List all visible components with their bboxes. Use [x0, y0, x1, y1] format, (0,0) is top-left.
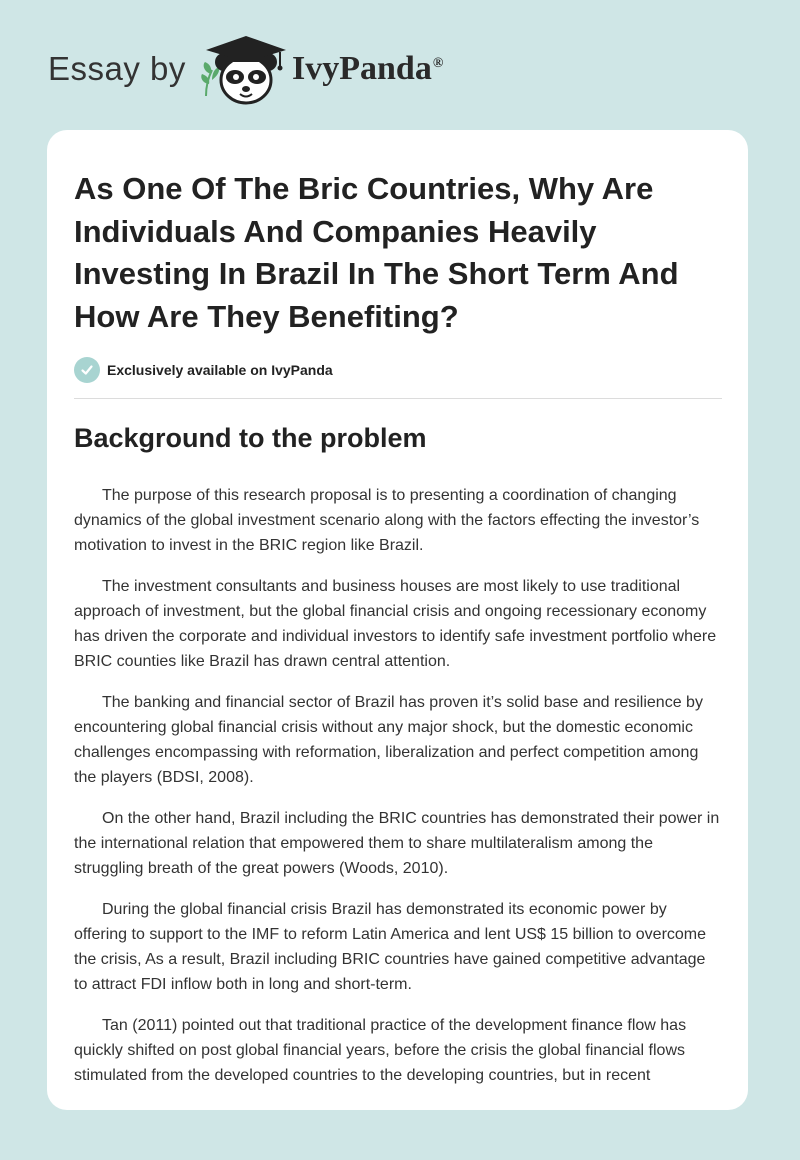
brand-logo[interactable] — [48, 32, 508, 108]
check-icon — [74, 357, 100, 383]
paragraph: Tan (2011) pointed out that traditional practice of the development finance flow has quickly shifted on post global financial years, before the crisis the global financial flows stimulated from the developed countries to the developing countries, but in recent — [74, 1017, 687, 1084]
section-heading: Background to the problem — [74, 423, 427, 453]
paragraph: The purpose of this research proposal is to presenting a coordination of changing dynamics of the global investment scenario along with the factors effecting the investor’s motivation to invest in the BRIC region like Brazil. — [74, 487, 700, 554]
panda-graduate-icon — [200, 32, 292, 108]
exclusive-badge — [74, 356, 722, 384]
brand-prefix: Essay by — [48, 50, 186, 87]
exclusive-text: Exclusively available on IvyPanda — [107, 362, 333, 378]
paragraph: During the global financial crisis Brazil has demonstrated its economic power by offering to support to the IMF to reform Latin America and lent US$ 15 billion to overcome the crisis, As a result, Brazil including BRIC countries have gained competitive advantage to attract FDI inflow both in long and short-term. — [74, 901, 707, 993]
paragraph: On the other hand, Brazil including the BRIC countries has demonstrated their power in the international relation that empowered them to share multilateralism among the struggling breath of the great powers (Woods, 2010). — [74, 810, 720, 877]
paragraph: The investment consultants and business houses are most likely to use traditional approach of investment, but the global financial crisis and ongoing recessionary economy has driven the corporate and individual investors to identify safe investment portfolio where BRIC counties like Brazil has drawn central attention. — [74, 578, 717, 670]
essay-card — [47, 130, 748, 1110]
registered-mark: ® — [432, 55, 444, 71]
brand-name: IvyPanda® — [292, 50, 444, 87]
paragraph: The banking and financial sector of Brazil has proven it’s solid base and resilience by encountering global financial crisis without any major shock, but the domestic economic challenges encompassing with reformation, liberalization and perfect competition among the players (BDSI, 2008). — [74, 694, 703, 786]
divider — [74, 398, 722, 399]
essay-title: As One Of The Bric Countries, Why Are Individuals And Companies Heavily Investing In Brazil In The Short Term And How Are They Benefiting? — [74, 171, 679, 334]
